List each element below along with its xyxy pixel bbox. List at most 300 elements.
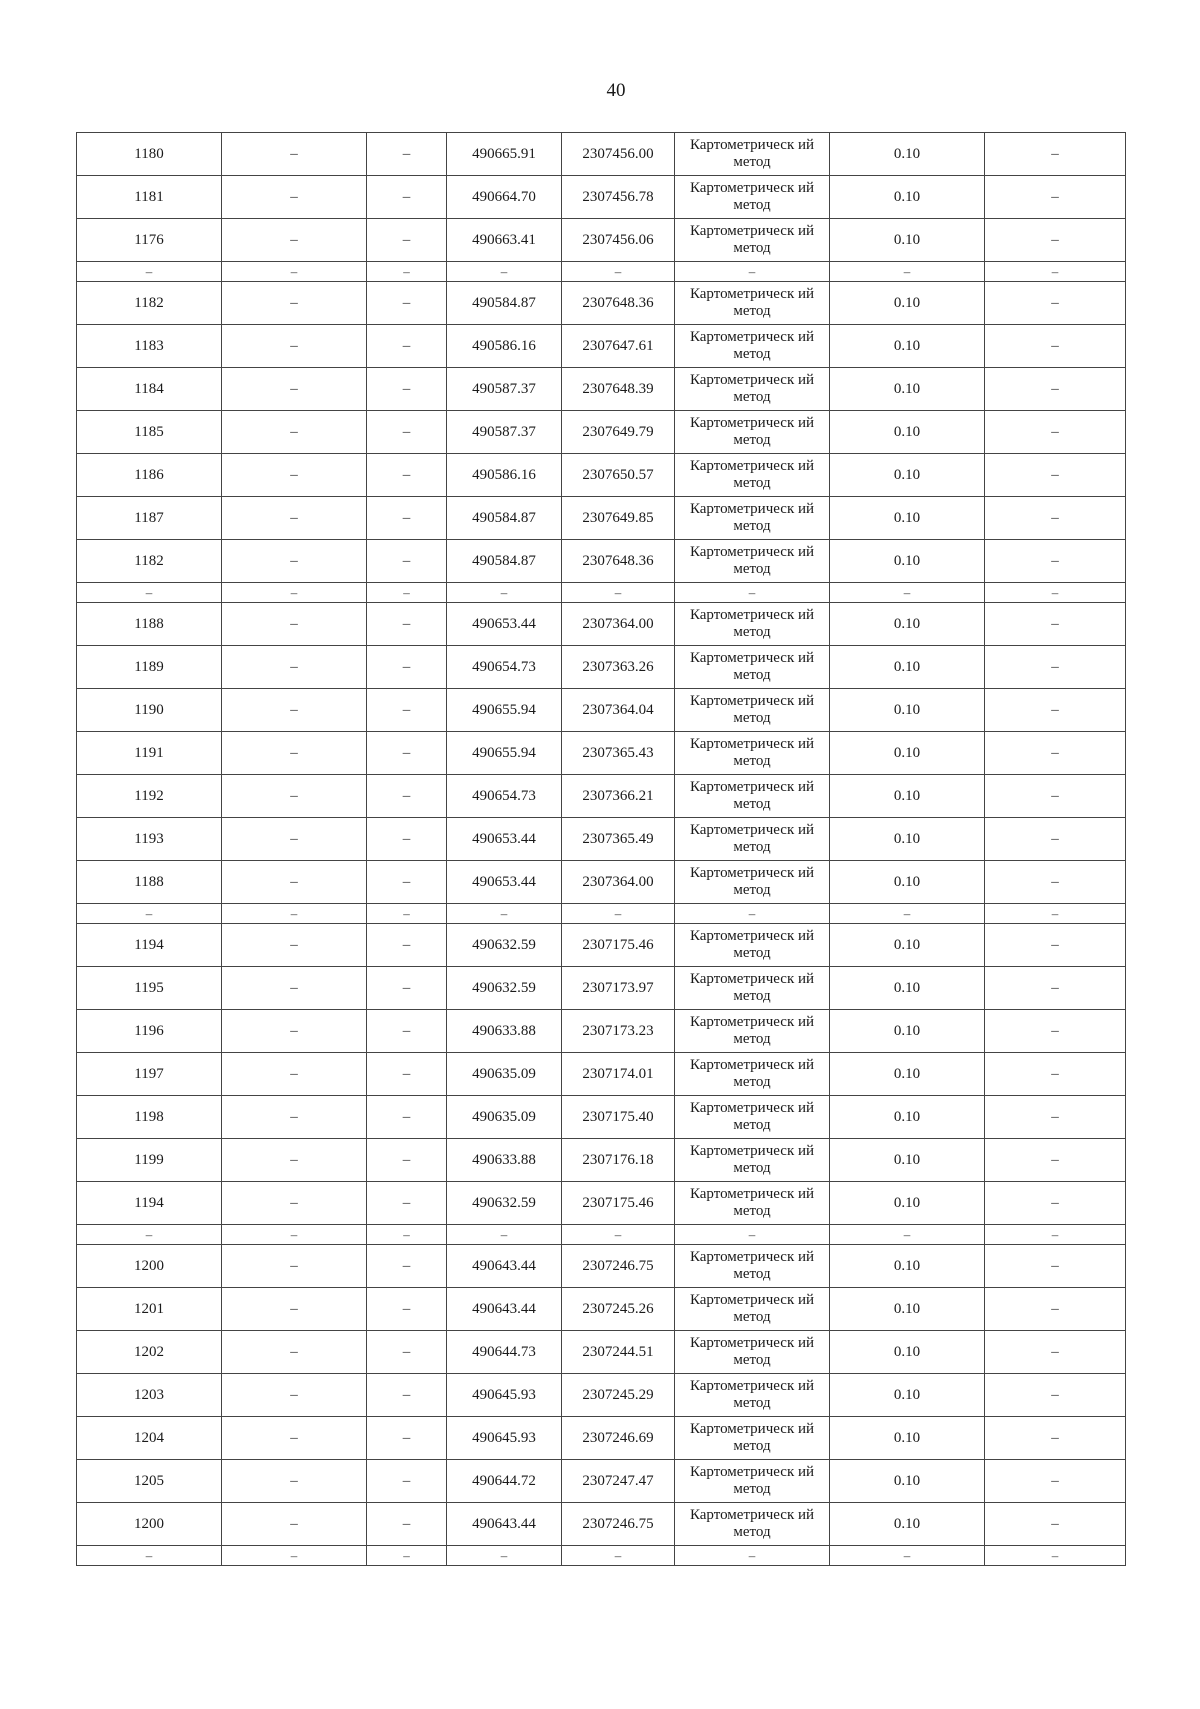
description-cell: – — [985, 325, 1126, 368]
separator-dash-cell: – — [367, 1546, 447, 1566]
old-y-cell: – — [367, 1053, 447, 1096]
y-coordinate-cell: 2307246.75 — [562, 1503, 675, 1546]
separator-dash-cell: – — [830, 262, 985, 282]
separator-dash-cell: – — [562, 904, 675, 924]
y-coordinate-cell: 2307245.29 — [562, 1374, 675, 1417]
method-cell: Картометрическ ий метод — [675, 1096, 830, 1139]
method-cell: Картометрическ ий метод — [675, 497, 830, 540]
y-coordinate-cell: 2307647.61 — [562, 325, 675, 368]
accuracy-cell: 0.10 — [830, 967, 985, 1010]
x-coordinate-cell: 490653.44 — [447, 818, 562, 861]
accuracy-cell: 0.10 — [830, 861, 985, 904]
old-y-cell: – — [367, 133, 447, 176]
separator-row — [77, 1546, 1126, 1566]
method-cell: Картометрическ ий метод — [675, 411, 830, 454]
method-cell: Картометрическ ий метод — [675, 775, 830, 818]
separator-dash-cell: – — [675, 1546, 830, 1566]
accuracy-cell: 0.10 — [830, 133, 985, 176]
y-coordinate-cell: 2307176.18 — [562, 1139, 675, 1182]
method-cell: Картометрическ ий метод — [675, 1182, 830, 1225]
old-x-cell: – — [222, 646, 367, 689]
method-cell: Картометрическ ий метод — [675, 1245, 830, 1288]
old-y-cell: – — [367, 732, 447, 775]
accuracy-cell: 0.10 — [830, 1010, 985, 1053]
x-coordinate-cell: 490635.09 — [447, 1096, 562, 1139]
old-x-cell: – — [222, 1010, 367, 1053]
x-coordinate-cell: 490653.44 — [447, 603, 562, 646]
y-coordinate-cell: 2307648.36 — [562, 282, 675, 325]
x-coordinate-cell: 490584.87 — [447, 497, 562, 540]
point-number-cell: 1182 — [77, 540, 222, 583]
method-cell: Картометрическ ий метод — [675, 1010, 830, 1053]
x-coordinate-cell: 490645.93 — [447, 1374, 562, 1417]
point-number-cell: 1181 — [77, 176, 222, 219]
x-coordinate-cell: 490635.09 — [447, 1053, 562, 1096]
separator-dash-cell: – — [562, 1546, 675, 1566]
table-row — [77, 861, 1126, 904]
description-cell: – — [985, 454, 1126, 497]
method-cell: Картометрическ ий метод — [675, 1460, 830, 1503]
method-cell: Картометрическ ий метод — [675, 368, 830, 411]
point-number-cell: 1185 — [77, 411, 222, 454]
table-row — [77, 282, 1126, 325]
y-coordinate-cell: 2307648.39 — [562, 368, 675, 411]
accuracy-cell: 0.10 — [830, 1503, 985, 1546]
accuracy-cell: 0.10 — [830, 368, 985, 411]
point-number-cell: 1193 — [77, 818, 222, 861]
method-cell: Картометрическ ий метод — [675, 133, 830, 176]
old-y-cell: – — [367, 454, 447, 497]
table-row — [77, 1010, 1126, 1053]
table-row — [77, 603, 1126, 646]
accuracy-cell: 0.10 — [830, 497, 985, 540]
old-y-cell: – — [367, 219, 447, 262]
method-cell: Картометрическ ий метод — [675, 1288, 830, 1331]
y-coordinate-cell: 2307245.26 — [562, 1288, 675, 1331]
accuracy-cell: 0.10 — [830, 603, 985, 646]
old-y-cell: – — [367, 689, 447, 732]
old-x-cell: – — [222, 282, 367, 325]
description-cell: – — [985, 1460, 1126, 1503]
old-x-cell: – — [222, 1053, 367, 1096]
table-row — [77, 325, 1126, 368]
old-x-cell: – — [222, 540, 367, 583]
description-cell: – — [985, 219, 1126, 262]
description-cell: – — [985, 497, 1126, 540]
accuracy-cell: 0.10 — [830, 1139, 985, 1182]
point-number-cell: 1192 — [77, 775, 222, 818]
table-row — [77, 1503, 1126, 1546]
x-coordinate-cell: 490644.72 — [447, 1460, 562, 1503]
accuracy-cell: 0.10 — [830, 689, 985, 732]
table-row — [77, 1096, 1126, 1139]
point-number-cell: 1188 — [77, 603, 222, 646]
accuracy-cell: 0.10 — [830, 1460, 985, 1503]
separator-row — [77, 904, 1126, 924]
old-x-cell: – — [222, 861, 367, 904]
separator-dash-cell: – — [447, 1546, 562, 1566]
table-row — [77, 818, 1126, 861]
accuracy-cell: 0.10 — [830, 818, 985, 861]
method-cell: Картометрическ ий метод — [675, 540, 830, 583]
separator-dash-cell: – — [830, 583, 985, 603]
accuracy-cell: 0.10 — [830, 924, 985, 967]
accuracy-cell: 0.10 — [830, 775, 985, 818]
description-cell: – — [985, 1331, 1126, 1374]
separator-dash-cell: – — [985, 1225, 1126, 1245]
point-number-cell: 1194 — [77, 1182, 222, 1225]
separator-dash-cell: – — [367, 262, 447, 282]
x-coordinate-cell: 490655.94 — [447, 732, 562, 775]
x-coordinate-cell: 490584.87 — [447, 540, 562, 583]
method-cell: Картометрическ ий метод — [675, 1417, 830, 1460]
accuracy-cell: 0.10 — [830, 1417, 985, 1460]
table-row — [77, 454, 1126, 497]
old-x-cell: – — [222, 176, 367, 219]
old-x-cell: – — [222, 1182, 367, 1225]
old-y-cell: – — [367, 1245, 447, 1288]
method-cell: Картометрическ ий метод — [675, 646, 830, 689]
old-y-cell: – — [367, 924, 447, 967]
y-coordinate-cell: 2307173.97 — [562, 967, 675, 1010]
old-x-cell: – — [222, 732, 367, 775]
description-cell: – — [985, 1417, 1126, 1460]
point-number-cell: 1199 — [77, 1139, 222, 1182]
table-row — [77, 1288, 1126, 1331]
x-coordinate-cell: 490665.91 — [447, 133, 562, 176]
table-body — [77, 133, 1126, 1566]
description-cell: – — [985, 924, 1126, 967]
old-x-cell: – — [222, 497, 367, 540]
separator-dash-cell: – — [985, 262, 1126, 282]
old-y-cell: – — [367, 176, 447, 219]
description-cell: – — [985, 540, 1126, 583]
old-x-cell: – — [222, 1139, 367, 1182]
old-y-cell: – — [367, 282, 447, 325]
description-cell: – — [985, 1010, 1126, 1053]
x-coordinate-cell: 490584.87 — [447, 282, 562, 325]
x-coordinate-cell: 490663.41 — [447, 219, 562, 262]
y-coordinate-cell: 2307366.21 — [562, 775, 675, 818]
point-number-cell: 1184 — [77, 368, 222, 411]
accuracy-cell: 0.10 — [830, 540, 985, 583]
old-x-cell: – — [222, 1460, 367, 1503]
separator-dash-cell: – — [675, 583, 830, 603]
separator-dash-cell: – — [675, 904, 830, 924]
method-cell: Картометрическ ий метод — [675, 1503, 830, 1546]
separator-dash-cell: – — [367, 583, 447, 603]
description-cell: – — [985, 603, 1126, 646]
point-number-cell: 1189 — [77, 646, 222, 689]
separator-dash-cell: – — [447, 262, 562, 282]
table-row — [77, 1139, 1126, 1182]
x-coordinate-cell: 490653.44 — [447, 861, 562, 904]
separator-dash-cell: – — [830, 1225, 985, 1245]
separator-dash-cell: – — [222, 262, 367, 282]
old-x-cell: – — [222, 1374, 367, 1417]
separator-dash-cell: – — [222, 904, 367, 924]
y-coordinate-cell: 2307364.04 — [562, 689, 675, 732]
accuracy-cell: 0.10 — [830, 1053, 985, 1096]
old-y-cell: – — [367, 497, 447, 540]
x-coordinate-cell: 490643.44 — [447, 1503, 562, 1546]
separator-dash-cell: – — [830, 1546, 985, 1566]
old-y-cell: – — [367, 1139, 447, 1182]
separator-dash-cell: – — [562, 583, 675, 603]
old-x-cell: – — [222, 924, 367, 967]
old-y-cell: – — [367, 775, 447, 818]
point-number-cell: 1201 — [77, 1288, 222, 1331]
description-cell: – — [985, 282, 1126, 325]
accuracy-cell: 0.10 — [830, 219, 985, 262]
old-x-cell: – — [222, 1503, 367, 1546]
table-row — [77, 967, 1126, 1010]
point-number-cell: 1191 — [77, 732, 222, 775]
description-cell: – — [985, 133, 1126, 176]
old-x-cell: – — [222, 219, 367, 262]
table-row — [77, 411, 1126, 454]
x-coordinate-cell: 490632.59 — [447, 1182, 562, 1225]
description-cell: – — [985, 411, 1126, 454]
x-coordinate-cell: 490655.94 — [447, 689, 562, 732]
x-coordinate-cell: 490654.73 — [447, 646, 562, 689]
separator-dash-cell: – — [77, 262, 222, 282]
old-x-cell: – — [222, 1331, 367, 1374]
separator-dash-cell: – — [367, 904, 447, 924]
table-row — [77, 176, 1126, 219]
separator-dash-cell: – — [985, 904, 1126, 924]
table-row — [77, 1182, 1126, 1225]
table-row — [77, 1331, 1126, 1374]
separator-dash-cell: – — [77, 583, 222, 603]
method-cell: Картометрическ ий метод — [675, 967, 830, 1010]
y-coordinate-cell: 2307244.51 — [562, 1331, 675, 1374]
x-coordinate-cell: 490645.93 — [447, 1417, 562, 1460]
separator-row — [77, 1225, 1126, 1245]
x-coordinate-cell: 490587.37 — [447, 368, 562, 411]
y-coordinate-cell: 2307649.79 — [562, 411, 675, 454]
old-x-cell: – — [222, 325, 367, 368]
old-x-cell: – — [222, 368, 367, 411]
description-cell: – — [985, 646, 1126, 689]
y-coordinate-cell: 2307175.46 — [562, 924, 675, 967]
table-row — [77, 924, 1126, 967]
accuracy-cell: 0.10 — [830, 325, 985, 368]
old-y-cell: – — [367, 1460, 447, 1503]
y-coordinate-cell: 2307247.47 — [562, 1460, 675, 1503]
y-coordinate-cell: 2307365.43 — [562, 732, 675, 775]
old-y-cell: – — [367, 1331, 447, 1374]
separator-dash-cell: – — [222, 1225, 367, 1245]
old-x-cell: – — [222, 411, 367, 454]
old-y-cell: – — [367, 818, 447, 861]
accuracy-cell: 0.10 — [830, 1288, 985, 1331]
old-y-cell: – — [367, 1417, 447, 1460]
table-row — [77, 1374, 1126, 1417]
old-x-cell: – — [222, 967, 367, 1010]
separator-dash-cell: – — [77, 904, 222, 924]
coordinates-table — [76, 132, 1126, 1566]
x-coordinate-cell: 490644.73 — [447, 1331, 562, 1374]
table-row — [77, 689, 1126, 732]
table-row — [77, 133, 1126, 176]
old-y-cell: – — [367, 325, 447, 368]
old-y-cell: – — [367, 967, 447, 1010]
y-coordinate-cell: 2307650.57 — [562, 454, 675, 497]
old-y-cell: – — [367, 603, 447, 646]
separator-dash-cell: – — [675, 262, 830, 282]
old-y-cell: – — [367, 1503, 447, 1546]
table-row — [77, 1245, 1126, 1288]
separator-dash-cell: – — [675, 1225, 830, 1245]
point-number-cell: 1202 — [77, 1331, 222, 1374]
point-number-cell: 1197 — [77, 1053, 222, 1096]
method-cell: Картометрическ ий метод — [675, 818, 830, 861]
table-row — [77, 368, 1126, 411]
accuracy-cell: 0.10 — [830, 176, 985, 219]
y-coordinate-cell: 2307456.06 — [562, 219, 675, 262]
y-coordinate-cell: 2307456.78 — [562, 176, 675, 219]
accuracy-cell: 0.10 — [830, 1096, 985, 1139]
separator-dash-cell: – — [447, 583, 562, 603]
old-y-cell: – — [367, 646, 447, 689]
point-number-cell: 1198 — [77, 1096, 222, 1139]
point-number-cell: 1190 — [77, 689, 222, 732]
separator-row — [77, 583, 1126, 603]
method-cell: Картометрическ ий метод — [675, 176, 830, 219]
method-cell: Картометрическ ий метод — [675, 1374, 830, 1417]
x-coordinate-cell: 490643.44 — [447, 1288, 562, 1331]
table-row — [77, 540, 1126, 583]
description-cell: – — [985, 1182, 1126, 1225]
point-number-cell: 1204 — [77, 1417, 222, 1460]
method-cell: Картометрическ ий метод — [675, 861, 830, 904]
separator-dash-cell: – — [562, 262, 675, 282]
point-number-cell: 1187 — [77, 497, 222, 540]
description-cell: – — [985, 1245, 1126, 1288]
point-number-cell: 1196 — [77, 1010, 222, 1053]
separator-dash-cell: – — [367, 1225, 447, 1245]
description-cell: – — [985, 732, 1126, 775]
old-x-cell: – — [222, 133, 367, 176]
old-y-cell: – — [367, 1096, 447, 1139]
separator-dash-cell: – — [985, 583, 1126, 603]
table-row — [77, 1460, 1126, 1503]
method-cell: Картометрическ ий метод — [675, 282, 830, 325]
method-cell: Картометрическ ий метод — [675, 1139, 830, 1182]
separator-dash-cell: – — [77, 1546, 222, 1566]
method-cell: Картометрическ ий метод — [675, 454, 830, 497]
x-coordinate-cell: 490633.88 — [447, 1010, 562, 1053]
accuracy-cell: 0.10 — [830, 282, 985, 325]
description-cell: – — [985, 689, 1126, 732]
old-x-cell: – — [222, 689, 367, 732]
old-y-cell: – — [367, 411, 447, 454]
x-coordinate-cell: 490664.70 — [447, 176, 562, 219]
old-x-cell: – — [222, 1288, 367, 1331]
table-row — [77, 497, 1126, 540]
y-coordinate-cell: 2307364.00 — [562, 603, 675, 646]
accuracy-cell: 0.10 — [830, 1245, 985, 1288]
old-x-cell: – — [222, 454, 367, 497]
y-coordinate-cell: 2307456.00 — [562, 133, 675, 176]
description-cell: – — [985, 1053, 1126, 1096]
description-cell: – — [985, 1374, 1126, 1417]
x-coordinate-cell: 490633.88 — [447, 1139, 562, 1182]
method-cell: Картометрическ ий метод — [675, 603, 830, 646]
separator-dash-cell: – — [830, 904, 985, 924]
description-cell: – — [985, 861, 1126, 904]
table-row — [77, 732, 1126, 775]
x-coordinate-cell: 490632.59 — [447, 924, 562, 967]
separator-dash-cell: – — [447, 904, 562, 924]
old-y-cell: – — [367, 1010, 447, 1053]
separator-dash-cell: – — [447, 1225, 562, 1245]
separator-dash-cell: – — [222, 583, 367, 603]
point-number-cell: 1183 — [77, 325, 222, 368]
y-coordinate-cell: 2307175.46 — [562, 1182, 675, 1225]
old-y-cell: – — [367, 1374, 447, 1417]
description-cell: – — [985, 1503, 1126, 1546]
method-cell: Картометрическ ий метод — [675, 924, 830, 967]
x-coordinate-cell: 490586.16 — [447, 454, 562, 497]
y-coordinate-cell: 2307364.00 — [562, 861, 675, 904]
table-row — [77, 1053, 1126, 1096]
old-x-cell: – — [222, 1417, 367, 1460]
accuracy-cell: 0.10 — [830, 1331, 985, 1374]
separator-dash-cell: – — [985, 1546, 1126, 1566]
description-cell: – — [985, 176, 1126, 219]
method-cell: Картометрическ ий метод — [675, 1331, 830, 1374]
separator-dash-cell: – — [222, 1546, 367, 1566]
old-x-cell: – — [222, 603, 367, 646]
point-number-cell: 1205 — [77, 1460, 222, 1503]
old-x-cell: – — [222, 1096, 367, 1139]
old-x-cell: – — [222, 818, 367, 861]
description-cell: – — [985, 818, 1126, 861]
y-coordinate-cell: 2307173.23 — [562, 1010, 675, 1053]
table-row — [77, 646, 1126, 689]
y-coordinate-cell: 2307648.36 — [562, 540, 675, 583]
x-coordinate-cell: 490586.16 — [447, 325, 562, 368]
y-coordinate-cell: 2307175.40 — [562, 1096, 675, 1139]
y-coordinate-cell: 2307363.26 — [562, 646, 675, 689]
accuracy-cell: 0.10 — [830, 454, 985, 497]
method-cell: Картометрическ ий метод — [675, 325, 830, 368]
method-cell: Картометрическ ий метод — [675, 732, 830, 775]
point-number-cell: 1182 — [77, 282, 222, 325]
point-number-cell: 1195 — [77, 967, 222, 1010]
old-y-cell: – — [367, 1182, 447, 1225]
x-coordinate-cell: 490587.37 — [447, 411, 562, 454]
point-number-cell: 1176 — [77, 219, 222, 262]
method-cell: Картометрическ ий метод — [675, 689, 830, 732]
old-x-cell: – — [222, 775, 367, 818]
y-coordinate-cell: 2307246.69 — [562, 1417, 675, 1460]
description-cell: – — [985, 368, 1126, 411]
point-number-cell: 1194 — [77, 924, 222, 967]
description-cell: – — [985, 1139, 1126, 1182]
y-coordinate-cell: 2307246.75 — [562, 1245, 675, 1288]
old-x-cell: – — [222, 1245, 367, 1288]
separator-dash-cell: – — [77, 1225, 222, 1245]
accuracy-cell: 0.10 — [830, 411, 985, 454]
table-row — [77, 1417, 1126, 1460]
point-number-cell: 1200 — [77, 1503, 222, 1546]
separator-row — [77, 262, 1126, 282]
table-row — [77, 775, 1126, 818]
y-coordinate-cell: 2307365.49 — [562, 818, 675, 861]
